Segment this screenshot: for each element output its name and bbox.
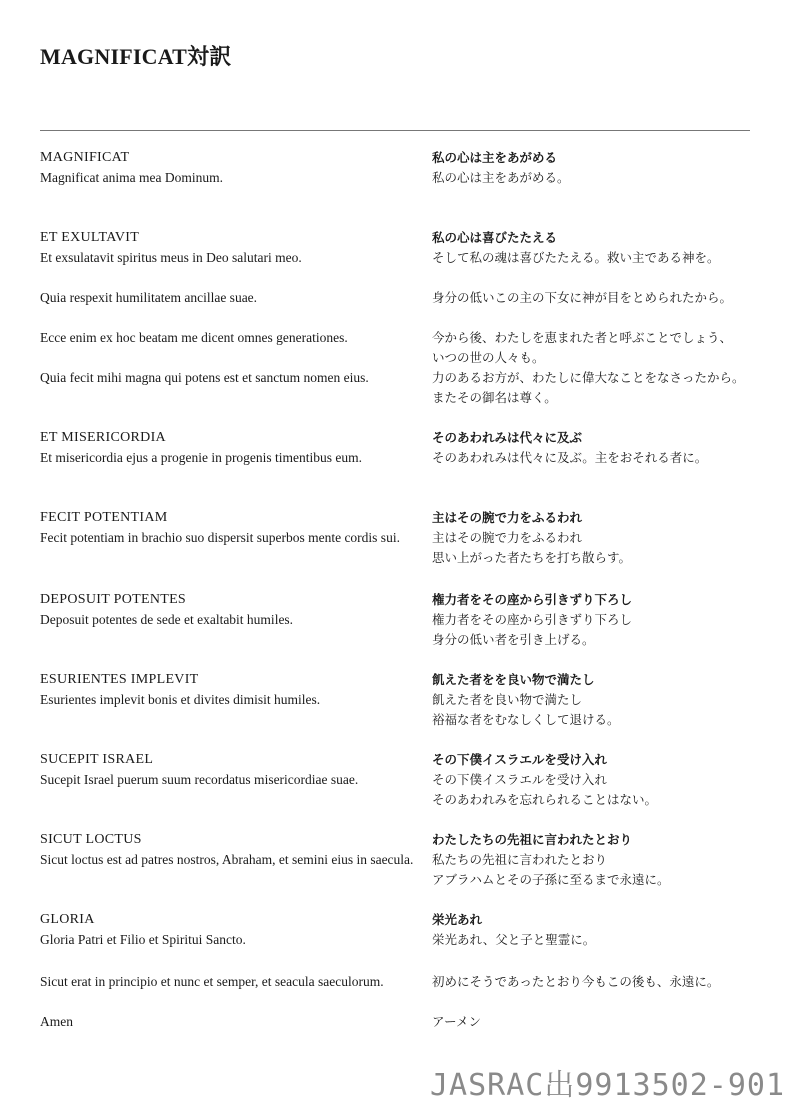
section-heading-japanese: そのあわれみは代々に及ぶ xyxy=(432,431,583,445)
section-heading-japanese: 栄光あれ xyxy=(432,913,483,927)
japanese-block xyxy=(432,148,772,188)
latin-text-line: Magnificat anima mea Dominum. xyxy=(40,170,223,185)
latin-block xyxy=(40,428,420,468)
latin-text-line: Deposuit potentes de sede et exaltabit humiles. xyxy=(40,612,294,627)
section-heading-latin: ET MISERICORDIA xyxy=(40,430,166,445)
section-heading-latin: SICUT LOCTUS xyxy=(40,832,142,847)
japanese-block xyxy=(432,508,772,568)
section-heading-latin: MAGNIFICAT xyxy=(40,150,130,165)
section-heading-japanese: 権力者をその座から引きずり下ろし xyxy=(432,593,633,607)
japanese-text-line: 飢えた者を良い物で満たし xyxy=(432,693,583,707)
japanese-text-line: いつの世の人々も。 xyxy=(432,351,545,365)
latin-block xyxy=(40,590,420,630)
latin-block xyxy=(40,972,420,992)
japanese-block xyxy=(432,1012,772,1032)
latin-block xyxy=(40,328,420,348)
section-heading-japanese: 私の心は喜びたたえる xyxy=(432,231,558,245)
japanese-text-line: アーメン xyxy=(432,1015,482,1029)
page-title: MAGNIFICAT対訳 xyxy=(40,44,232,69)
latin-text-line: Ecce enim ex hoc beatam me dicent omnes generationes. xyxy=(40,330,348,345)
japanese-text-line: アブラハムとその子孫に至るまで永遠に。 xyxy=(432,873,670,887)
latin-text-line: Fecit potentiam in brachio suo dispersit superbos mente cordis sui. xyxy=(40,530,400,545)
japanese-text-line: そのあわれみは代々に及ぶ。主をおそれる者に。 xyxy=(432,451,708,465)
japanese-block xyxy=(432,590,772,650)
latin-text-line: Quia fecit mihi magna qui potens est et sanctum nomen eius. xyxy=(40,370,369,385)
japanese-text-line: 主はその腕で力をふるわれ xyxy=(432,531,583,545)
japanese-text-line: 私たちの先祖に言われたとおり xyxy=(432,853,608,867)
japanese-block xyxy=(432,830,772,890)
section-heading-latin: DEPOSUIT POTENTES xyxy=(40,592,187,607)
section-heading-japanese: その下僕イスラエルを受け入れ xyxy=(432,753,607,767)
latin-text-line: Amen xyxy=(40,1014,73,1029)
latin-block xyxy=(40,368,420,388)
latin-block xyxy=(40,830,420,870)
japanese-text-line: 権力者をその座から引きずり下ろし xyxy=(432,613,633,627)
latin-block xyxy=(40,670,420,710)
japanese-text-line: 初めにそうであったとおり今もこの後も、永遠に。 xyxy=(432,975,720,989)
japanese-text-line: またその御名は尊く。 xyxy=(432,391,557,405)
japanese-text-line: そのあわれみを忘れられることはない。 xyxy=(432,793,658,807)
latin-text-line: Sicut loctus est ad patres nostros, Abraham, et semini eius in saecula. xyxy=(40,852,414,867)
section-heading-latin: SUCEPIT ISRAEL xyxy=(40,752,154,767)
japanese-block xyxy=(432,910,772,950)
japanese-block xyxy=(432,670,772,730)
latin-block xyxy=(40,508,420,548)
japanese-block xyxy=(432,750,772,810)
japanese-text-line: 力のあるお方が、わたしに偉大なことをなさったから。 xyxy=(432,371,745,385)
section-heading-japanese: 私の心は主をあがめる xyxy=(432,151,558,165)
japanese-block xyxy=(432,288,772,308)
section-heading-japanese: 飢えた者をを良い物で満たし xyxy=(432,673,595,687)
jasrac-stamp: JASRAC出9913502-901 xyxy=(430,1068,786,1103)
section-heading-latin: ESURIENTES IMPLEVIT xyxy=(40,672,199,687)
latin-block xyxy=(40,1012,420,1032)
latin-text-line: Et exsulatavit spiritus meus in Deo salutari meo. xyxy=(40,250,302,265)
japanese-block xyxy=(432,972,772,992)
japanese-block xyxy=(432,428,772,468)
latin-block xyxy=(40,750,420,790)
latin-text-line: Sucepit Israel puerum suum recordatus misericordiae suae. xyxy=(40,772,359,787)
latin-text-line: Sicut erat in principio et nunc et semper, et seacula saeculorum. xyxy=(40,974,384,989)
japanese-text-line: 思い上がった者たちを打ち散らす。 xyxy=(432,551,632,565)
japanese-block xyxy=(432,328,772,368)
section-heading-latin: FECIT POTENTIAM xyxy=(40,510,168,525)
latin-text-line: Et misericordia ejus a progenie in progenis timentibus eum. xyxy=(40,450,363,465)
japanese-text-line: 私の心は主をあがめる。 xyxy=(432,171,570,185)
section-heading-japanese: わたしたちの先祖に言われたとおり xyxy=(432,833,633,847)
japanese-text-line: そして私の魂は喜びたたえる。救い主である神を。 xyxy=(432,251,720,265)
japanese-text-line: 身分の低いこの主の下女に神が目をとめられたから。 xyxy=(432,291,733,305)
latin-text-line: Esurientes implevit bonis et divites dimisit humiles. xyxy=(40,692,321,707)
latin-block xyxy=(40,148,420,188)
japanese-text-line: 今から後、わたしを恵まれた者と呼ぶことでしょう、 xyxy=(432,331,733,345)
japanese-text-line: 裕福な者をむなしくして退ける。 xyxy=(432,713,620,727)
latin-block xyxy=(40,910,420,950)
japanese-text-line: 身分の低い者を引き上げる。 xyxy=(432,633,595,647)
section-heading-latin: ET EXULTAVIT xyxy=(40,230,140,245)
japanese-block xyxy=(432,368,772,408)
japanese-text-line: 栄光あれ、父と子と聖霊に。 xyxy=(432,933,596,947)
japanese-block xyxy=(432,228,772,268)
latin-block xyxy=(40,228,420,268)
section-heading-latin: GLORIA xyxy=(40,912,95,927)
japanese-text-line: その下僕イスラエルを受け入れ xyxy=(432,773,607,787)
latin-text-line: Quia respexit humilitatem ancillae suae. xyxy=(40,290,258,305)
title-divider xyxy=(40,130,750,131)
latin-block xyxy=(40,288,420,308)
latin-text-line: Gloria Patri et Filio et Spiritui Sancto. xyxy=(40,932,246,947)
section-heading-japanese: 主はその腕で力をふるわれ xyxy=(432,511,583,525)
